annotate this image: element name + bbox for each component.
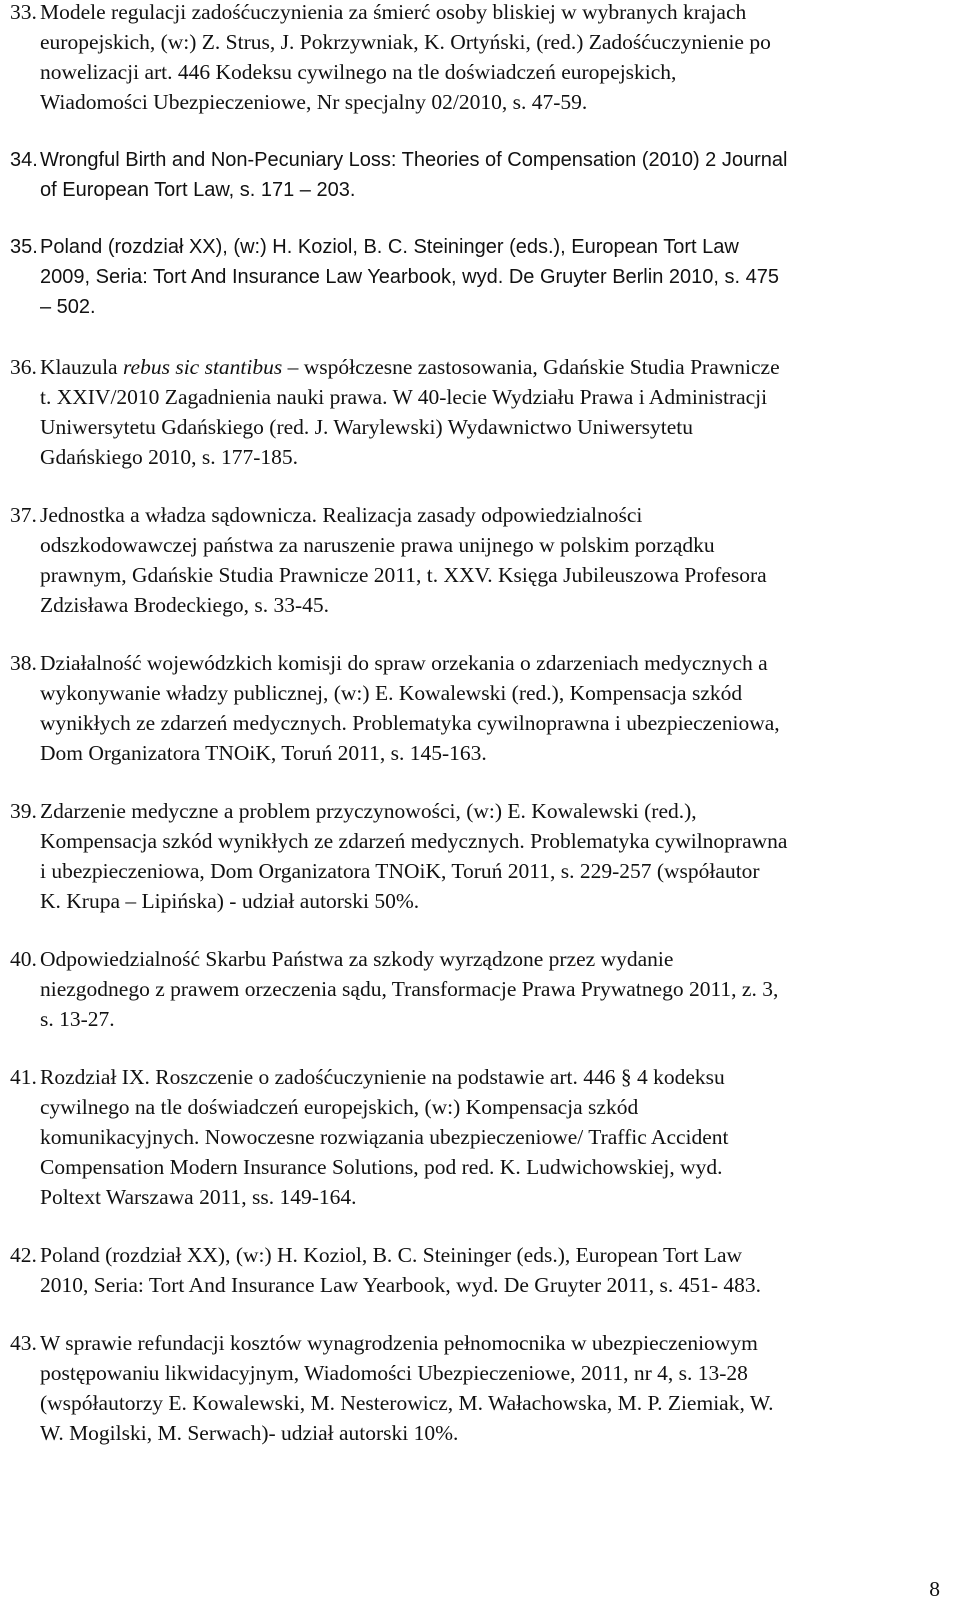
entry-line: K. Krupa – Lipińska) - udział autorski 50%. <box>40 889 420 913</box>
entry-number: 38. <box>10 651 37 675</box>
entry-line: Wiadomości Ubezpieczeniowe, Nr specjalny 02/2010, s. 47-59. <box>40 90 588 114</box>
entry-number: 39. <box>10 799 37 823</box>
entry-number: 43. <box>10 1331 37 1355</box>
entry-line: niezgodnego z prawem orzeczenia sądu, Transformacje Prawa Prywatnego 2011, z. 3, <box>40 977 779 1001</box>
entry-line: komunikacyjnych. Nowoczesne rozwiązania ubezpieczeniowe/ Traffic Accident <box>40 1125 729 1149</box>
entry-line: cywilnego na tle doświadczeń europejskich, (w:) Kompensacja szkód <box>40 1095 639 1119</box>
entry-line: 2010, Seria: Tort And Insurance Law Yearbook, wyd. De Gruyter 2011, s. 451- 483. <box>40 1273 762 1297</box>
entry-text: W sprawie refundacji kosztów wynagrodzenia pełnomocnika w ubezpieczeniowym <box>40 1331 758 1355</box>
entry-number: 42. <box>10 1243 37 1267</box>
entry-line <box>10 145 945 175</box>
entry-line: Dom Organizatora TNOiK, Toruń 2011, s. 145-163. <box>40 741 487 765</box>
entry-line: europejskich, (w:) Z. Strus, J. Pokrzywniak, K. Ortyński, (red.) Zadośćuczynienie po <box>40 30 771 54</box>
bibliography-entry-38 <box>10 648 945 768</box>
entry-text: Wrongful Birth and Non-Pecuniary Loss: Theories of Compensation (2010) 2 Journal <box>40 149 788 171</box>
entry-number: 40. <box>10 947 37 971</box>
entry-number: 33. <box>10 0 37 24</box>
entry-text: Zdarzenie medyczne a problem przyczynowości, (w:) E. Kowalewski (red.), <box>40 799 697 823</box>
bibliography-entry-40 <box>10 944 945 1034</box>
entry-line <box>10 1062 945 1092</box>
entry-text: Poland (rozdział XX), (w:) H. Koziol, B. C. Steininger (eds.), European Tort Law <box>40 1243 743 1267</box>
entry-line: odszkodowawczej państwa za naruszenie prawa unijnego w polskim porządku <box>40 533 715 557</box>
entry-number: 34. <box>10 149 38 171</box>
entry-line <box>10 944 945 974</box>
entry-line: nowelizacji art. 446 Kodeksu cywilnego na tle doświadczeń europejskich, <box>40 60 677 84</box>
entry-number: 41. <box>10 1065 37 1089</box>
entry-number: 35. <box>10 236 38 258</box>
bibliography-entry-41 <box>10 1062 945 1212</box>
entry-line: 2009, Seria: Tort And Insurance Law Yearbook, wyd. De Gruyter Berlin 2010, s. 475 <box>40 266 779 288</box>
entry-line <box>10 352 945 382</box>
page-number: 8 <box>929 1577 940 1601</box>
entry-line: prawnym, Gdańskie Studia Prawnicze 2011, t. XXV. Księga Jubileuszowa Profesora <box>40 563 767 587</box>
entry-line: of European Tort Law, s. 171 – 203. <box>40 179 356 201</box>
entry-line <box>10 648 945 678</box>
entry-text: Jednostka a władza sądownicza. Realizacja zasady odpowiedzialności <box>40 503 643 527</box>
entry-text: Modele regulacji zadośćuczynienia za śmierć osoby bliskiej w wybranych krajach <box>40 0 747 24</box>
entry-line: (współautorzy E. Kowalewski, M. Nesterowicz, M. Wałachowska, M. P. Ziemiak, W. <box>40 1391 774 1415</box>
entry-line: Poltext Warszawa 2011, ss. 149-164. <box>40 1185 357 1209</box>
entry-line: postępowaniu likwidacyjnym, Wiadomości Ubezpieczeniowe, 2011, nr 4, s. 13-28 <box>40 1361 748 1385</box>
entry-line <box>10 500 945 530</box>
entry-text-post: – współczesne zastosowania, Gdańskie Studia Prawnicze <box>282 355 780 379</box>
entry-line: t. XXIV/2010 Zagadnienia nauki prawa. W 40-lecie Wydziału Prawa i Administracji <box>40 385 768 409</box>
entry-line: Uniwersytetu Gdańskiego (red. J. Warylewski) Wydawnictwo Uniwersytetu <box>40 415 693 439</box>
entry-text: Rozdział IX. Roszczenie o zadośćuczynienie na podstawie art. 446 § 4 kodeksu <box>40 1065 725 1089</box>
entry-line: W. Mogilski, M. Serwach)- udział autorski 10%. <box>40 1421 459 1445</box>
entry-number: 36. <box>10 355 37 379</box>
bibliography-entry-36 <box>10 352 945 472</box>
entry-line: s. 13-27. <box>40 1007 115 1031</box>
entry-text: Działalność wojewódzkich komisji do spraw orzekania o zdarzeniach medycznych a <box>40 651 768 675</box>
entry-line: wykonywanie władzy publicznej, (w:) E. Kowalewski (red.), Kompensacja szkód <box>40 681 743 705</box>
entry-line: wynikłych ze zdarzeń medycznych. Problematyka cywilnoprawna i ubezpieczeniowa, <box>40 711 780 735</box>
entry-line <box>10 796 945 826</box>
bibliography-entry-35 <box>10 232 945 322</box>
entry-line: Zdzisława Brodeckiego, s. 33-45. <box>40 593 329 617</box>
entry-line <box>10 232 945 262</box>
bibliography-entry-34 <box>10 145 945 205</box>
entry-text-pre: Klauzula <box>40 355 123 379</box>
entry-line: – 502. <box>40 296 96 318</box>
entry-line <box>10 0 945 27</box>
bibliography-entry-39 <box>10 796 945 916</box>
entry-text-italic: rebus sic stantibus <box>122 355 283 379</box>
entry-text: Poland (rozdział XX), (w:) H. Koziol, B. C. Steininger (eds.), European Tort Law <box>40 236 739 258</box>
entry-line: Gdańskiego 2010, s. 177-185. <box>40 445 298 469</box>
bibliography-entry-33 <box>10 0 945 117</box>
entry-line <box>10 1240 945 1270</box>
entry-line: Kompensacja szkód wynikłych ze zdarzeń medycznych. Problematyka cywilnoprawna <box>40 829 788 853</box>
entry-number: 37. <box>10 503 37 527</box>
entry-text: Odpowiedzialność Skarbu Państwa za szkody wyrządzone przez wydanie <box>40 947 674 971</box>
bibliography-entry-37 <box>10 500 945 620</box>
bibliography-entry-42 <box>10 1240 945 1300</box>
entry-line: i ubezpieczeniowa, Dom Organizatora TNOiK, Toruń 2011, s. 229-257 (współautor <box>40 859 760 883</box>
entry-line <box>10 1328 945 1358</box>
entry-line: Compensation Modern Insurance Solutions, pod red. K. Ludwichowskiej, wyd. <box>40 1155 723 1179</box>
bibliography-entry-43 <box>10 1328 945 1448</box>
